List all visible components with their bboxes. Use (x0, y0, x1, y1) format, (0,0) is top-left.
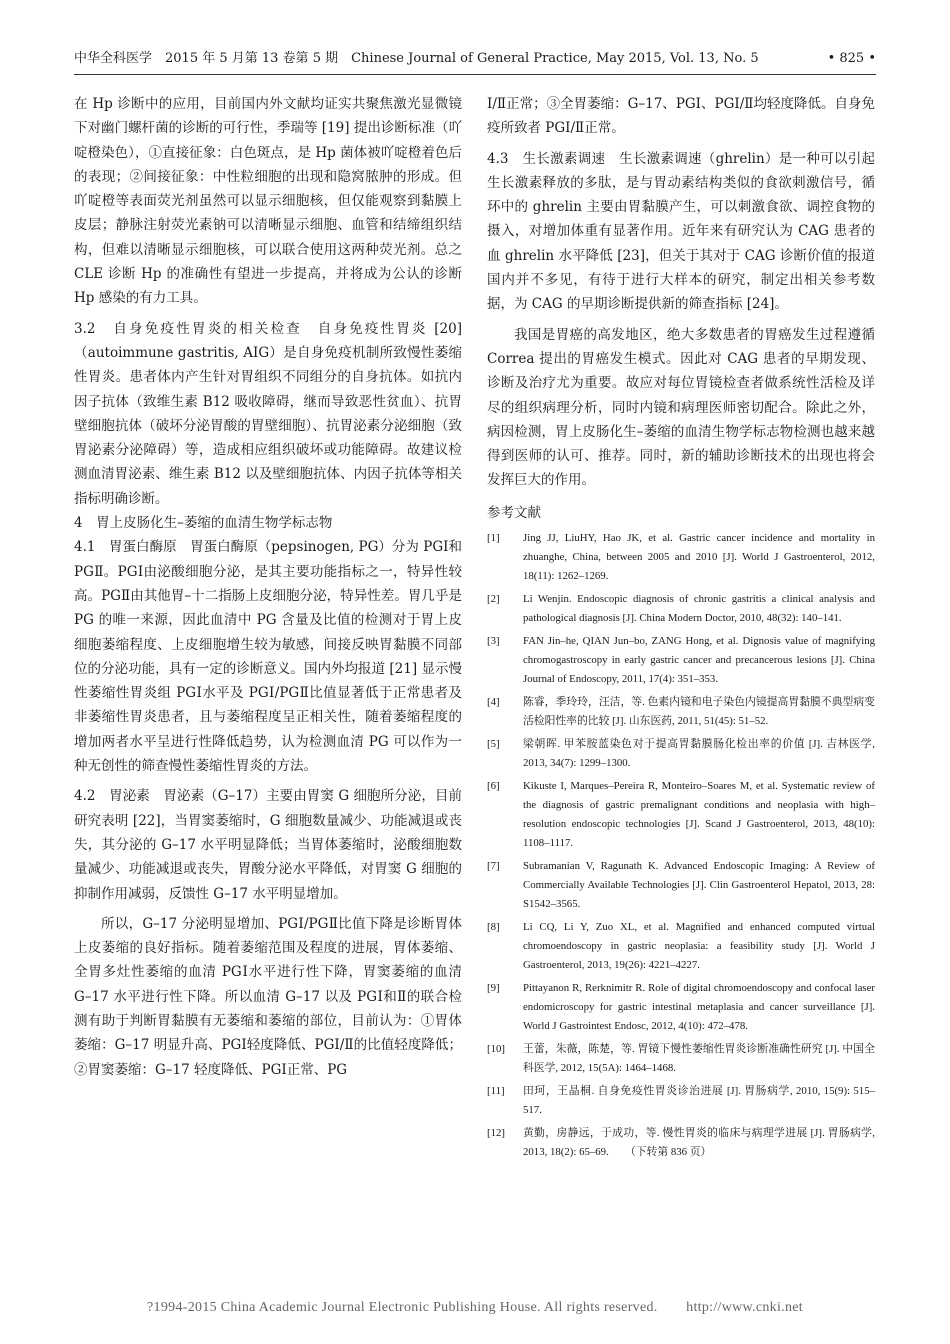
reference-number: [12] (487, 1127, 505, 1140)
section-4-3: 4.3 生长激素调速 生长激素调速（ghrelin）是一种可以引起生长激素释放的多肽，是与胃动素结构类似的食欲刺激信号，循环中的 ghrelin 主要由胃黏膜产生，可以刺激食欲、调控食物的摄入，对增加体重有显著作用。近年来有研究认为 CAG 患者的血 ghrelin 水平降低 [23]，但关于其对于 CAG 诊断价值的报道国内并不多见，有待于进行大样本的研究，制定出相关参考数据，为 CAG 的早期诊断提供新的筛查指标 [24]。 (487, 150, 875, 313)
page-number: • 825 • (827, 51, 876, 66)
reference-item (487, 1082, 875, 1120)
reference-number: [10] (487, 1043, 505, 1056)
reference-item (487, 1040, 875, 1078)
section-3-2: 3.2 自身免疫性胃炎的相关检查 自身免疫性胃炎 [20]（autoimmune gastritis, AIG）是自身免疫机制所致慢性萎缩性胃炎。患者体内产生针对胃组织不同组分的自身抗体。如抗内因子抗体（致维生素 B12 吸收障碍，继而导致恶性贫血）、抗胃壁细胞抗体（破坏分泌胃酸的胃壁细胞）、抗胃泌素分泌细胞（致胃泌素分泌障碍）等，造成相应组织破坏或功能障碍。故建议检测血清胃泌素、维生素 B12 以及壁细胞抗体、内因子抗体等相关指标明确诊断。 (74, 320, 462, 507)
conclusion-paragraph: 我国是胃癌的高发地区，绝大多数患者的胃癌发生过程遵循 Correa 提出的胃癌发生模式。因此对 CAG 患者的早期发现、诊断及治疗尤为重要。故应对每位胃镜检查者做系统性活检及详尽的组织病理分析，同时内镜和病理医师密切配合。除此之外，病因检测，胃上皮肠化生–萎缩的血清生物学标志物检测也越来越得到医师的认可、推荐。同时，新的辅助诊断技术的出现也将会发挥巨大的作用。 (487, 326, 875, 489)
right-column (487, 92, 875, 1166)
reference-number: [4] (487, 696, 500, 709)
references-title: 参考文献 (487, 504, 541, 521)
reference-list (487, 529, 875, 1162)
paragraph: 所以，G–17 分泌明显增加、PGⅠ/PGⅡ比值下降是诊断胃体上皮萎缩的良好指标。随着萎缩范围及程度的进展，胃体萎缩、全胃多灶性萎缩的血清 PGⅠ水平进行性下降，胃窦萎缩的血清 G–17 水平进行性下降。所以血清 G–17 以及 PGⅠ和Ⅱ的联合检测有助于判断胃黏膜有无萎缩和萎缩的部位，目前认为：①胃体萎缩：G–17 明显升高、PGⅠ轻度降低、PGⅠ/Ⅱ的比值轻度降低；②胃窦萎缩：G–17 轻度降低、PGⅠ正常、PG (74, 915, 462, 1078)
reference-item (487, 632, 875, 689)
reference-text: 梁朝晖. 甲苯胺蓝染色对于提高胃黏膜肠化检出率的价值 [J]. 吉林医学, 2013, 34(7): 1299–1300. (523, 738, 875, 770)
reference-text: Li Wenjin. Endoscopic diagnosis of chronic gastritis a clinical analysis and pathological diagnosis [J]. China Modern Doctor, 2010, 48(32): 140–141. (523, 593, 875, 625)
reference-item (487, 918, 875, 975)
reference-number: [3] (487, 635, 500, 648)
reference-text: FAN Jin–he, QIAN Jun–bo, ZANG Hong, et al. Dignosis value of magnifying chromogastroscopy in early gastric cancer and precancerous lesions [J]. China Journal of Endoscopy, 2011, 17(4): 351–353. (523, 635, 875, 686)
reference-item (487, 1124, 875, 1162)
reference-number: [2] (487, 593, 500, 606)
reference-number: [8] (487, 921, 500, 934)
reference-text: 田珂，王晶桐. 自身免疫性胃炎诊治进展 [J]. 胃肠病学, 2010, 15(9): 515–517. (523, 1085, 875, 1117)
reference-number: [1] (487, 532, 500, 545)
section-4-2: 4.2 胃泌素 胃泌素（G–17）主要由胃窦 G 细胞所分泌，目前研究表明 [22]，当胃窦萎缩时，G 细胞数量减少、功能减退或丧失，其分泌的 G–17 水平明显降低；当胃体萎缩时，泌酸细胞数量减少、功能减退或丧失，胃酸分泌水平降低，对胃窦 G 细胞的抑制作用减弱，反馈性 G–17 水平明显增加。 (74, 788, 462, 902)
reference-text: Li CQ, Li Y, Zuo XL, et al. Magnified and enhanced computed virtual chromoendoscopy in gastric neoplasia: a feasibility study [J]. World J Gastroenterol, 2013, 19(26): 4221–4227. (523, 921, 875, 972)
journal-info: 中华全科医学 2015 年 5 月第 13 卷第 5 期 Chinese Journal of General Practice, May 2015, Vol. 13, No. 5 (74, 51, 759, 66)
section-4-heading: 4 胃上皮肠化生–萎缩的血清生物学标志物 (74, 515, 333, 532)
section-4-1: 4.1 胃蛋白酶原 胃蛋白酶原（pepsinogen, PG）分为 PGⅠ和 PGⅡ。PGⅠ由泌酸细胞分泌，是其主要功能指标之一，特异性较高。PGⅡ由其他胃–十二指肠上皮细胞分泌，特异性差。胃几乎是 PG 的唯一来源，因此血清中 PG 含量及比值的检测对于胃上皮细胞萎缩程度、上皮细胞增生较为敏感，间接反映胃黏膜不同部位的分泌功能，具有一定的诊断意义。国内外均报道 [21] 显示慢性萎缩性胃炎组 PGⅠ水平及 PGⅠ/PGⅡ比值显著低于正常患者及非萎缩性胃炎患者，且与萎缩程度呈正相关性，随着萎缩程度的增加两者水平呈进行性降低趋势，认为检测血清 PG 可以作为一种无创性的筛查慢性萎缩性胃炎的方法。 (74, 539, 462, 775)
running-header (74, 50, 876, 75)
reference-text: Subramanian V, Ragunath K. Advanced Endoscopic Imaging: A Review of Commercially Available Technologies [J]. Clin Gastroenterol Hepatol, 2013, 28: S1542–3565. (523, 860, 875, 911)
paragraph: Ⅰ/Ⅱ正常；③全胃萎缩：G–17、PGⅠ、PGⅠ/Ⅱ均轻度降低。自身免疫所致者 PGⅠ/Ⅱ正常。 (487, 96, 875, 137)
reference-text: Kikuste I, Marques–Pereira R, Monteiro–Soares M, et al. Systematic review of the diagnosis of gastric premalignant conditions and neoplasia with high–resolution endoscopic technologies [J]. Scand J Gastroenterol, 2013, 48(10): 1108–1117. (523, 780, 875, 850)
reference-text: Pittayanon R, Rerknimitr R. Role of digital chromoendoscopy and confocal laser endomicroscopy for gastric intestinal metaplasia and cancer surveillance [J]. World J Gastrointest Endosc, 2012, 4(10): 472–478. (523, 982, 875, 1033)
reference-number: [9] (487, 982, 500, 995)
reference-number: [7] (487, 860, 500, 873)
reference-text: 王蕾，朱薇，陈楚，等. 胃镜下慢性萎缩性胃炎诊断准确性研究 [J]. 中国全科医学, 2012, 15(5A): 1464–1468. (523, 1043, 875, 1075)
reference-item (487, 857, 875, 914)
reference-item (487, 777, 875, 853)
reference-item (487, 529, 875, 586)
reference-text: 陈睿，季玲玲，汪洁，等. 色素内镜和电子染色内镜提高胃黏膜不典型病变活检阳性率的比较 [J]. 山东医药, 2011, 51(45): 51–52. (523, 696, 875, 728)
reference-item (487, 735, 875, 773)
reference-number: [6] (487, 780, 500, 793)
copyright-footer: ?1994-2015 China Academic Journal Electronic Publishing House. All rights reserved. http://www.cnki.net (147, 1300, 803, 1315)
reference-text: Jing JJ, LiuHY, Hao JK, et al. Gastric cancer incidence and mortality in zhuanghe, China, between 2005 and 2010 [J]. World J Gastroenterol, 2012, 18(11): 1262–1269. (523, 532, 875, 583)
reference-number: [5] (487, 738, 500, 751)
paragraph: 在 Hp 诊断中的应用，目前国内外文献均证实共聚焦激光显微镜下对幽门螺杆菌的诊断的可行性，季瑞等 [19] 提出诊断标准（吖啶橙染色），①直接征象：白色斑点，是 Hp 菌体被吖啶橙着色后的表现；②间接征象：中性粒细胞的出现和隐窝脓肿的形成。但吖啶橙等表面荧光剂虽然可以显示细胞核，但仅能观察到黏膜上皮层；静脉注射荧光素钠可以清晰显示细胞、血管和结缔组织结构，但难以清晰显示细胞核，可以联合使用这两种荧光剂。总之 CLE 诊断 Hp 的准确性有望进一步提高，并将成为公认的诊断 Hp 感染的有力工具。 (74, 96, 462, 307)
reference-item (487, 590, 875, 628)
reference-text: 黄勤，房静远，于成功，等. 慢性胃炎的临床与病理学进展 [J]. 胃肠病学, 2013, 18(2): 65–69. （下转第 836 页） (523, 1127, 875, 1159)
reference-item (487, 693, 875, 731)
left-column (74, 92, 462, 1082)
reference-number: [11] (487, 1085, 505, 1098)
reference-item (487, 979, 875, 1036)
